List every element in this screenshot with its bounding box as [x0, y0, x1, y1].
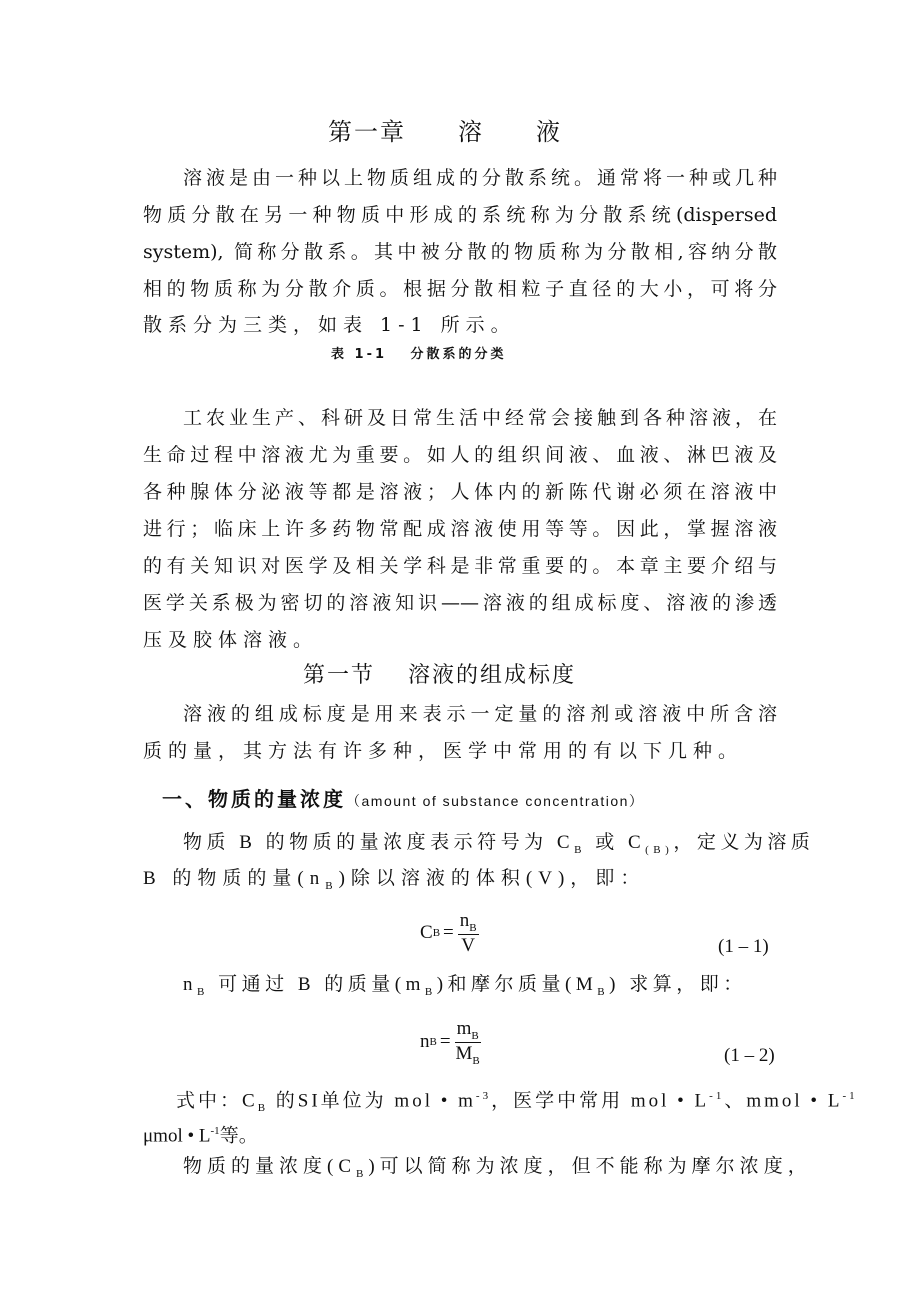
text: ，医学中常用 mol • L — [491, 1090, 710, 1112]
subscript: B — [574, 843, 586, 856]
subscript: B — [356, 1167, 369, 1180]
text-line — [183, 1155, 812, 1186]
text-line: 各种腺体分泌液等都是溶液；人体内的新陈代谢必须在溶液中 — [143, 481, 777, 503]
subsection-english: （amount of substance concentration） — [346, 793, 645, 809]
subscript: B — [197, 985, 209, 998]
subscript: B — [472, 1054, 480, 1067]
text-line — [183, 831, 814, 862]
subscript: B — [257, 1102, 269, 1115]
eq-numerator: n — [459, 910, 470, 931]
text: ) 求算，即： — [609, 974, 747, 995]
subsection-title: 一、物质的量浓度 — [162, 787, 346, 811]
table-caption: 表 1-1 分散系的分类 — [331, 347, 507, 362]
text-line: 溶液的组成标度是用来表示一定量的溶剂或溶液中所含溶 — [183, 703, 777, 725]
superscript: -1 — [210, 1125, 220, 1137]
text: ，定义为溶质 — [673, 832, 815, 853]
equation-1-label: (1 – 1) — [718, 936, 769, 957]
text-line: 进行；临床上许多药物常配成溶液使用等等。因此，掌握溶液 — [143, 518, 777, 540]
eq-denominator: V — [461, 934, 476, 956]
chapter-title: 第一章 溶 液 — [328, 118, 562, 146]
text: 或 C — [585, 832, 646, 853]
text: μmol • L — [143, 1125, 211, 1147]
equation-1: C B = $\frac{n_B}{V}$ — [420, 910, 477, 956]
text-line — [143, 1119, 258, 1148]
subscript: B — [471, 1029, 479, 1042]
text: )除以溶液的体积(V)，即： — [338, 868, 646, 889]
subscript: B — [469, 921, 477, 934]
superscript: -1 — [709, 1090, 725, 1102]
superscript: -3 — [475, 1090, 492, 1102]
superscript: -1 — [842, 1090, 858, 1102]
text-line — [183, 973, 747, 1004]
text-line — [176, 1084, 858, 1120]
text: )和摩尔质量(M — [436, 974, 598, 995]
text-line: 压及胶体溶液。 — [143, 629, 319, 651]
text: n — [183, 974, 197, 995]
text-line: 相的物质称为分散介质。根据分散相粒子直径的大小，可将分 — [143, 278, 777, 300]
text: 物质 B 的物质的量浓度表示符号为 C — [183, 832, 575, 853]
equation-2-label: (1 – 2) — [724, 1045, 775, 1066]
text-line: 质的量，其方法有许多种，医学中常用的有以下几种。 — [143, 740, 744, 762]
text: B 的物质的量(n — [143, 868, 326, 889]
subscript: B — [429, 1036, 437, 1049]
text-line: 生命过程中溶液尤为重要。如人的组织间液、血液、淋巴液及 — [143, 444, 777, 466]
eq-lhs: n — [420, 1031, 430, 1053]
text-line: system), 简称分散系。其中被分散的物质称为分散相,容纳分散 — [143, 241, 777, 263]
eq-lhs: C — [420, 922, 433, 944]
text-line: 散系分为三类，如表 1-1 所示。 — [143, 314, 516, 336]
text: )可以简称为浓度，但不能称为摩尔浓度， — [368, 1156, 812, 1177]
text-line — [143, 867, 645, 898]
subscript: B — [424, 985, 437, 998]
subscript: B — [325, 879, 339, 892]
text-line: 的有关知识对医学及相关学科是非常重要的。本章主要介绍与 — [143, 555, 777, 577]
text: 物质的量浓度(C — [183, 1156, 357, 1177]
text: 等。 — [219, 1125, 258, 1147]
text-line: 工农业生产、科研及日常生活中经常会接触到各种溶液，在 — [183, 407, 777, 429]
eq-denominator: M — [455, 1042, 473, 1064]
subscript: B — [432, 927, 441, 940]
equation-2: n B = $\frac{m_B}{M_B}$ — [420, 1018, 480, 1067]
text-line: 溶液是由一种以上物质组成的分散系统。通常将一种或几种 — [183, 167, 777, 189]
text-line: 物质分散在另一种物质中形成的系统称为分散系统(dispersed — [143, 204, 777, 226]
eq-numerator: m — [456, 1018, 472, 1039]
section-title: 第一节 溶液的组成标度 — [303, 663, 576, 688]
text: 的SI单位为 mol • m — [268, 1090, 476, 1112]
subscript: B — [597, 985, 610, 998]
text: 、mmol • L — [724, 1090, 843, 1112]
text-line: 医学关系极为密切的溶液知识——溶液的组成标度、溶液的渗透 — [143, 592, 777, 614]
subsection-heading — [162, 787, 644, 813]
subscript: (B) — [645, 843, 674, 856]
text: 式中：C — [176, 1090, 258, 1112]
text: 可通过 B 的质量(m — [208, 974, 425, 995]
